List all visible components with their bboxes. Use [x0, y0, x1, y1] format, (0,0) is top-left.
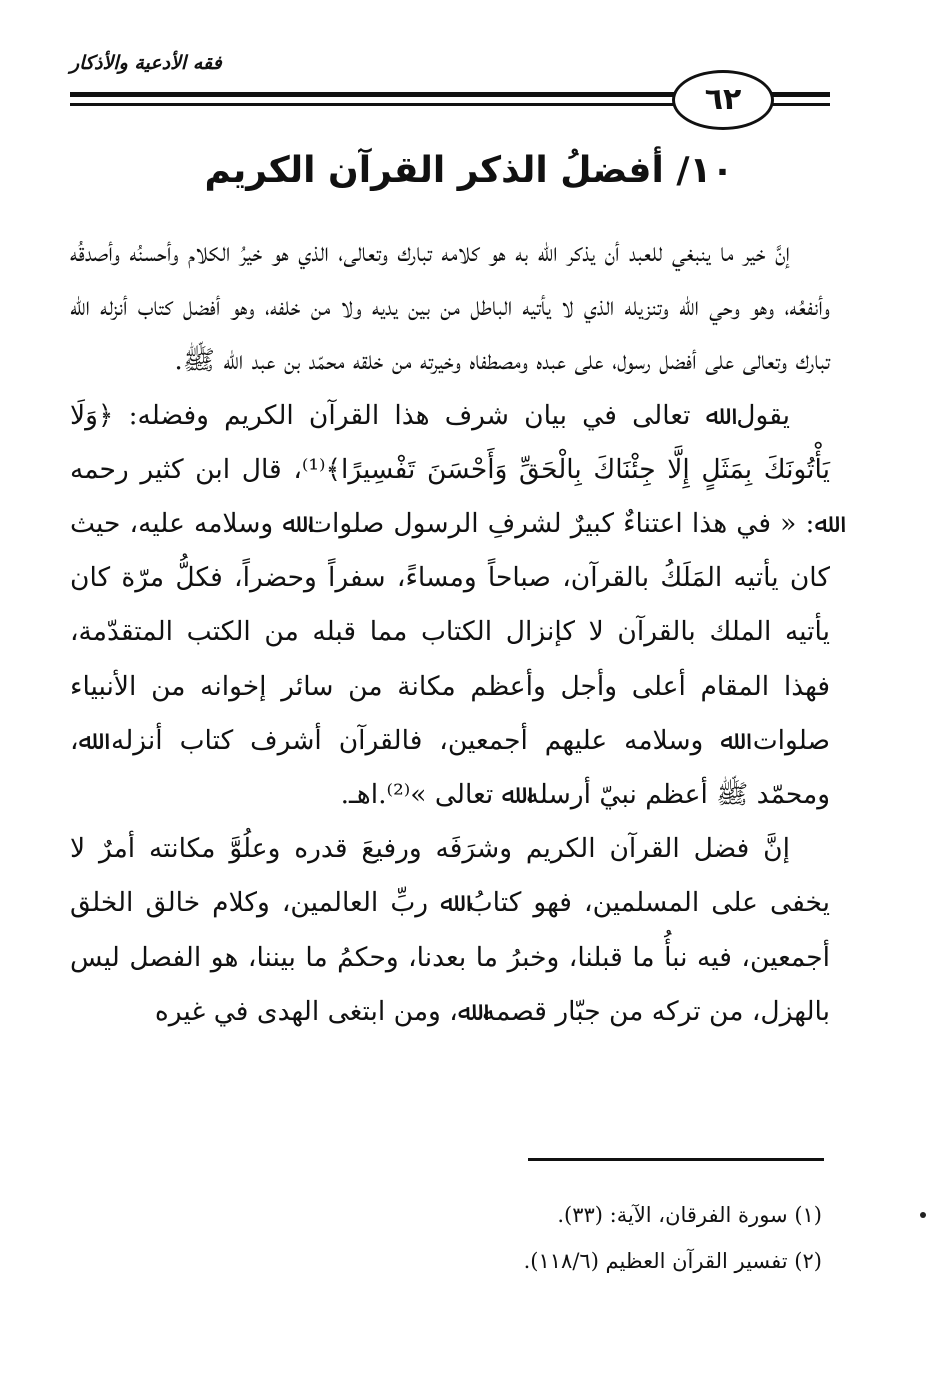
paragraph-2: يقول ﷲ تعالى في بيان شرف هذا القرآن الكريم وفضله: ﴿وَلَا يَأْتُونَكَ بِمَثَلٍ إِلَّا جِئْنَاكَ بِالْحَقِّ وَأَحْسَنَ تَفْسِيرًا﴾⁽¹⁾، قال ابن كثير رحمه ﷲ: « في هذا اعتناءٌ كبيرٌ لشرفِ الرسول صلوات ﷲ وسلامه عليه، حيث كان يأتيه المَلَكُ بالقرآن، صباحاً ومساءً، سفراً وحضراً، فكلُّ مرّة كان يأتيه الملك بالقرآن لا كإنزال الكتاب مما قبله من الكتب المتقدّمة، فهذا المقام أعلى وأجل وأعظم مكانة من سائر إخوانه من الأنبياء صلوات ﷲ وسلامه عليهم أجمعين، فالقرآن أشرف كتاب أنزله ﷲ، ومحمّد ﷺ أعظم نبيّ أرسله ﷲ تعالى »⁽²⁾.اهـ. — [70, 399, 830, 811]
footnotes — [70, 1192, 822, 1284]
paragraph-1: إنَّ خير ما ينبغي للعبد أن يذكر ﷲ به هو كلامه تبارك وتعالى، الذي هو خيرُ الكلام وأحسنُه وأصدقُه وأنفعُه، وهو وحي ﷲ وتنزيله الذي لا يأتيه الباطل من بين يديه ولا من خلفه، وهو أفضل كتاب أنزله ﷲ تبارك وتعالى على أفضل رسول، على عبده ومصطفاه وخيرته من خلقه محمّد بن عبد ﷲ ﷺ. — [70, 237, 830, 377]
footnote-1: (١) سورة الفرقان، الآية: (٣٣). — [557, 1203, 822, 1227]
section-heading: ١٠/ أفضلُ الذكر القرآن الكريم — [204, 150, 734, 191]
footnote-separator — [528, 1158, 824, 1161]
body-text — [70, 226, 830, 1039]
footnote-2: (٢) تفسير القرآن العظيم (١١٨/٦). — [523, 1249, 822, 1273]
page-number: ٦٢ — [704, 82, 742, 117]
margin-dot — [920, 1212, 926, 1218]
page-number-oval — [672, 70, 774, 130]
paragraph-3: إنَّ فضل القرآن الكريم وشرَفَه ورفيعَ قدره وعلُوَّ مكانته أمرٌ لا يخفى على المسلمين، فهو كتابُ ﷲ ربِّ العالمين، وكلام خالق الخلق أجمعين، فيه نبأُ ما قبلنا، وخبرُ ما بعدنا، وحكمُ ما بيننا، هو الفصل ليس بالهزل، من تركه من جبّار قصمه ﷲ، ومن ابتغى الهدى في غيره — [70, 833, 830, 1027]
running-title: فقه الأدعية والأذكار — [70, 52, 222, 74]
